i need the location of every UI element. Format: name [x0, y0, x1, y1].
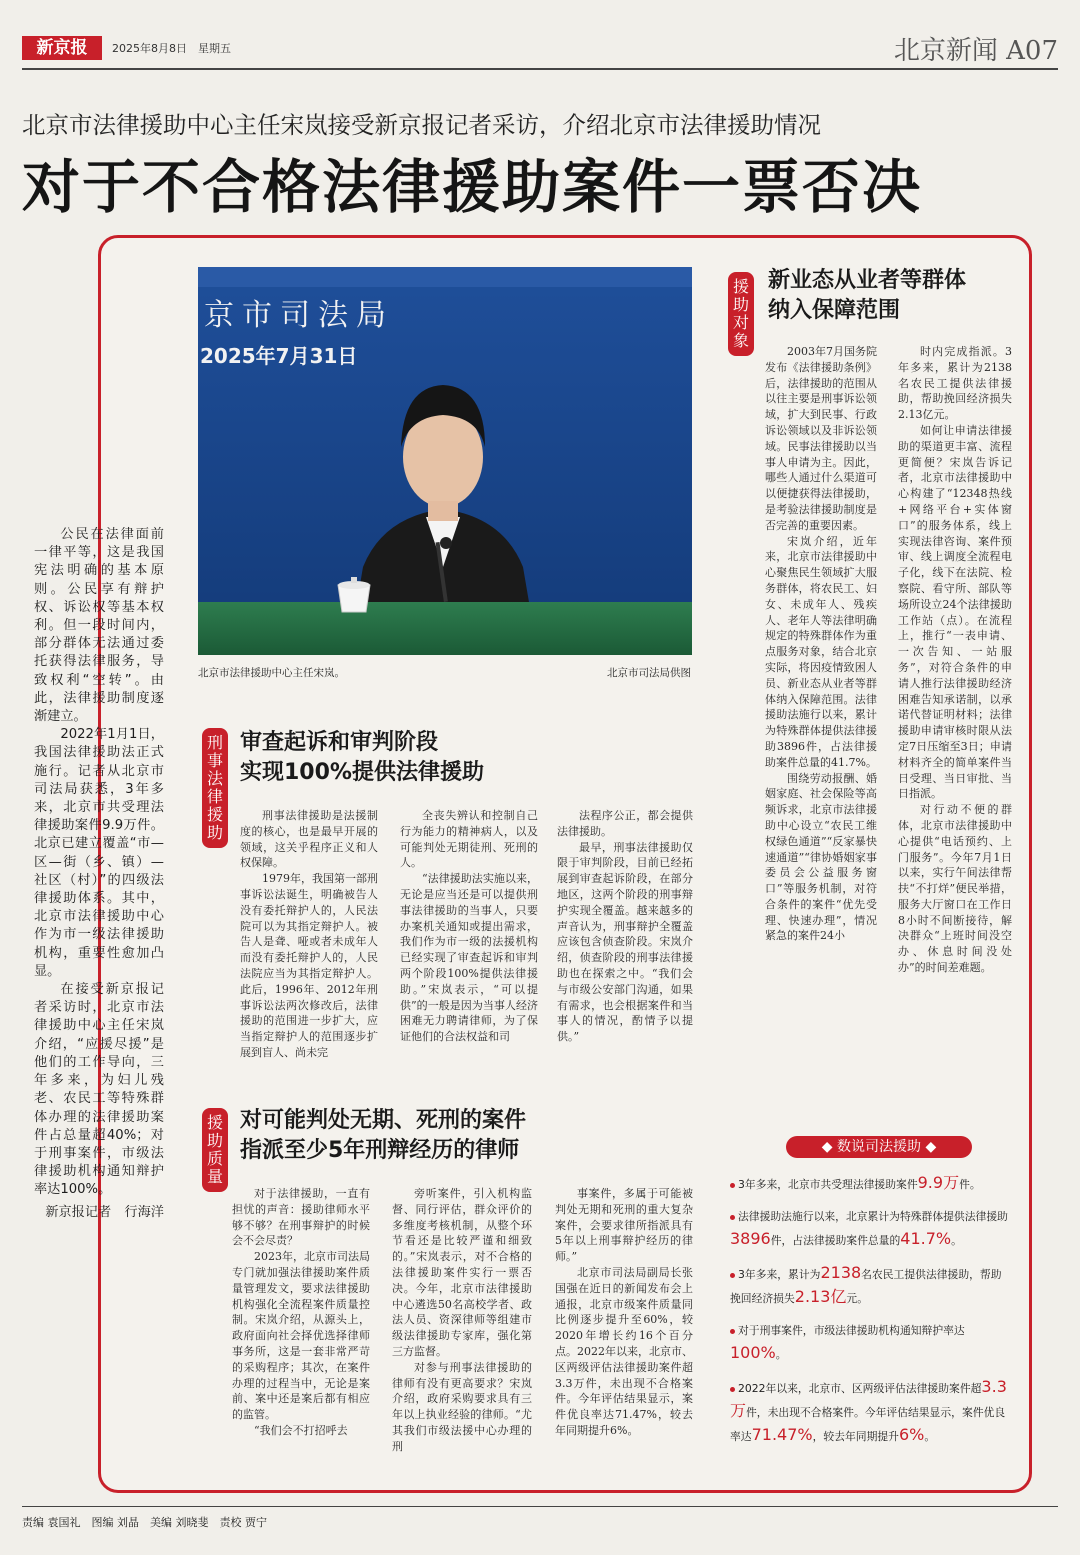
- bullet-icon: [730, 1273, 735, 1278]
- stat-number: 9.9: [917, 1173, 944, 1192]
- stat-text: 。: [924, 1430, 936, 1443]
- stat-text: 名农民工提供法律援助，帮助挽回经济损失: [730, 1268, 1002, 1305]
- stat-number: 2138: [820, 1263, 862, 1282]
- stat-number: 100%: [730, 1343, 776, 1362]
- stat-item: [730, 1262, 1012, 1310]
- bullet-icon: [730, 1329, 735, 1334]
- paragraph: 旁听案件，引入机构监督、同行评估，群众评价的多维度考核机制，从整个环节看还是比较严谨和细致的。”宋岚表示，对不合格的法律援助案件实行一票否决。今年，北京市法律援助中心遴选50名高校学者、政法人员、资深律师等组建市级法律援助专家库，强化第三方监督。: [392, 1187, 532, 1358]
- stat-text: 对于刑事案件，市级法律援助机构通知辩护率达: [738, 1324, 965, 1337]
- section-tag-targets: 援助对象: [728, 272, 754, 356]
- section-title-quality-line2: 指派至少5年刑辩经历的律师: [240, 1138, 520, 1163]
- stats-list: [730, 1172, 1012, 1458]
- bullet-icon: [730, 1215, 735, 1220]
- section-title-quality-line1: 对可能判处无期、死刑的案件: [240, 1108, 527, 1133]
- paragraph: 2023年，北京市司法局专门就加强法律援助案件质量管理发文，要求法律援助机构强化全流程案件质量控制。宋岚介绍，从源头上，政府面向社会择优选择律师事务所，这是一套非常严苛的采购程序；其次，在案件办理的过程当中，无论是案前、案中还是案后都有相应的监管。: [232, 1250, 370, 1422]
- stats-badge: ◆ 数说司法援助 ◆: [786, 1136, 972, 1158]
- stat-text: 2022年以来，北京市、区两级评估法律援助案件超: [738, 1382, 982, 1395]
- backdrop-text: 京市司法局: [204, 298, 394, 333]
- bullet-icon: [730, 1183, 735, 1188]
- page-section: 北京新闻 A07: [893, 36, 1058, 66]
- stat-text: 3年多来，累计为: [738, 1268, 821, 1281]
- paragraph: 2003年7月国务院发布《法律援助条例》后，法律援助的范围从以往主要是刑事诉讼领域，扩大到民事、行政诉讼领域以及非诉讼领域。民事法律援助以当事人申请为主。因此，哪些人通过什么渠道可以便捷获得法律援助，是考验法律援助制度是否完善的重要因素。: [765, 345, 877, 532]
- footer-rule: [22, 1506, 1058, 1507]
- photo-illustration: [198, 267, 692, 655]
- section-tag-criminal: 刑事法律援助: [202, 728, 228, 848]
- paragraph: 宋岚介绍，近年来，北京市法律援助中心聚焦民生领域扩大服务群体，将农民工、妇女、未成年人、残疾人、老年人等法律明确规定的特殊群体作为重点服务对象，结合北京实际，将因疫情致困人员、新业态从业者等群体纳入保障范围。法律援助法施行以来，累计为特殊群体提供法律援助3896件，占法律援助案件总量的41.7%。: [765, 534, 877, 769]
- paragraph: 对参与刑事法律援助的律师有没有更高要求？宋岚介绍，政府采购要求具有三年以上执业经验的律师。“尤其我们市级法援中心办理的刑: [392, 1360, 532, 1453]
- paragraph: 对行动不便的群体，北京市法律援助中心提供“电话预约、上门服务”。今年7月1日以来，实行午间法律帮扶“不打烊”便民举措，服务大厅窗口在工作日8小时不间断接待，解决群众“上班时间没空办、休息时间没处办”的时间差难题。: [898, 803, 1012, 975]
- criminal-column-2: [400, 808, 538, 1080]
- stat-item: [730, 1376, 1012, 1448]
- paragraph: 对于法律援助，一直有担忧的声音：援助律师水平够不够？在刑事辩护的时候会不会尽责？: [232, 1187, 370, 1248]
- paragraph: 围绕劳动报酬、婚姻家庭、社会保险等高频诉求，北京市法律援助中心设立“农民工维权绿色通道”“反家暴快速通道”“律协婚姻家事委员会公益服务窗口”等服务机制，对符合条件的案件“优先受理、快速办理”，情况紧急的案件24小: [765, 771, 877, 943]
- targets-column-1: [765, 344, 877, 1108]
- stat-text: ，较去年同期提升: [812, 1430, 899, 1443]
- stat-text: 法律援助法施行以来，北京累计为特殊群体提供法律援助: [738, 1210, 1008, 1223]
- news-photo: [198, 267, 692, 655]
- stat-text: 件，未出现不合格案件。今年评估结果显示，案件优良率达: [730, 1406, 1006, 1443]
- masthead-rule: [22, 68, 1058, 70]
- stat-item: [730, 1172, 1012, 1196]
- targets-column-2: [898, 344, 1012, 1108]
- stat-number: 6%: [898, 1425, 925, 1444]
- stat-item: [730, 1320, 1012, 1366]
- section-title-targets-line2: 纳入保障范围: [768, 298, 901, 323]
- stats-badge-label: 数说司法援助: [837, 1139, 921, 1155]
- paragraph: 1979年，我国第一部刑事诉讼法诞生，明确被告人没有委托辩护人的，人民法院可以为其指定辩护人。被告人是聋、哑或者未成年人而没有委托辩护人的，人民法院应当为其指定辩护人。此后，1996年、2012年刑事诉讼法两次修改后，法律援助的范围进一步扩大，应当指定辩护人的范围逐步扩展到盲人、尚未完: [240, 872, 378, 1059]
- lead-paragraph: 公民在法律面前一律平等，这是我国宪法明确的基本原则。公民享有辩护权、诉讼权等基本权利。但一段时间内，部分群体无法通过委托获得法律服务，导致权利“空转”。由此，法律援助制度逐渐建立。: [34, 527, 164, 725]
- paragraph: 法程序公正，都会提供法律援助。: [557, 809, 693, 838]
- main-headline: 对于不合格法律援助案件一票否决: [22, 153, 923, 221]
- paragraph: 刑事法律援助是法援制度的核心，也是最早开展的领域，这关乎程序正义和人权保障。: [240, 809, 378, 870]
- quality-column-1: [232, 1186, 370, 1476]
- paragraph: 如何让申请法律援助的渠道更丰富、流程更简便？宋岚告诉记者，北京市法律援助中心构建了“12348热线+网络平台+实体窗口”的服务体系，线上实现法律咨询、案件预审、线上调度全流程电子化，线下在法院、检察院、看守所、部队等场所设立24个法律援助工作站（点）。在流程上，推行“一表申请、一次告知、一站服务”，对符合条件的申请人推行法律援助经济困难告知承诺制，以承诺代替证明材料；法律援助申请审核时限从法定7日压缩至3日；申请材料齐全的简单案件当日受理、当日审批、当日指派。: [898, 423, 1012, 801]
- paragraph: 全丧失辨认和控制自己行为能力的精神病人，以及可能判处无期徒刑、死刑的人。: [400, 809, 538, 870]
- section-title-criminal-line2: 实现100%提供法律援助: [240, 760, 484, 785]
- newspaper-logo: 新京报: [22, 36, 102, 60]
- stat-number: 71.47%: [751, 1425, 813, 1444]
- stat-text: 。: [951, 1234, 962, 1247]
- paragraph: 北京市司法局副局长张国强在近日的新闻发布会上通报，北京市级案件质量同比例逐步提升至60%，较2020年增长约16个百分点。2022年以来，北京市、区两级评估法律援助案件超3.3万件，未出现不合格案件。今年评估结果显示，案件优良率达71.47%，较去年同期提升6%。: [555, 1265, 693, 1437]
- issue-date: 2025年8月8日 星期五: [112, 42, 231, 55]
- stat-text: 件。: [959, 1178, 981, 1191]
- photo-caption: 北京市法律援助中心主任宋岚。: [198, 667, 345, 679]
- paragraph: 事案件，多属于可能被判处无期和死刑的重大复杂案件，会要求律所指派具有5年以上刑事辩护经历的律师。”: [555, 1187, 693, 1264]
- backdrop-date: 2025年7月31日: [200, 344, 358, 368]
- photo-credit: 北京市司法局供图: [607, 667, 691, 679]
- byline: 新京报记者 行海洋: [45, 1204, 164, 1220]
- criminal-column-1: [240, 808, 378, 1080]
- stat-text: 3年多来，北京市共受理法律援助案件: [738, 1178, 918, 1191]
- paragraph: “法律援助法实施以来，无论是应当还是可以提供刑事法律援助的当事人，只要办案机关通知或提出需求，我们作为市一级的法援机构已经实现了审查起诉和审判两个阶段100%提供法律援助。”宋岚表示，“可以提供”的一般是因为当事人经济困难无力聘请律师，为了保证他们的合法权益和司: [400, 872, 538, 1044]
- stat-unit: 万: [943, 1173, 960, 1192]
- lead-column: [34, 526, 164, 1222]
- stat-number: 3.3万: [730, 1377, 1007, 1420]
- bullet-icon: [730, 1387, 735, 1392]
- stat-number: 3896: [730, 1229, 771, 1248]
- paragraph: “我们会不打招呼去: [254, 1423, 348, 1437]
- lead-paragraph: 2022年1月1日，我国法律援助法正式施行。记者从北京市司法局获悉，3年多来，北京市共受理法律援助案件9.9万件。北京已建立覆盖“市—区—街（乡、镇）—社区（村）”的四级法律援助体系。其中，北京市法律援助中心作为市一级法律援助机构，重要性愈加凸显。: [34, 727, 164, 979]
- section-title-targets-line1: 新业态从业者等群体: [768, 268, 967, 293]
- stat-number: 41.7%: [900, 1229, 952, 1248]
- editor-credits: 责编 袁国礼 图编 刘晶 美编 刘晓斐 责校 贾宁: [22, 1516, 267, 1529]
- stat-text: 元。: [846, 1292, 869, 1305]
- paragraph: 最早，刑事法律援助仅限于审判阶段，目前已经拓展到审查起诉阶段，在部分地区，这两个阶段的刑事辩护实现全覆盖。越来越多的声音认为，刑事辩护全覆盖应该包含侦查阶段。宋岚介绍，侦查阶段的刑事法律援助也在探索之中。“我们会与市级公安部门沟通，如果有需求，也会根据案件和当事人的情况，酌情予以提供。”: [557, 840, 693, 1044]
- stat-number: 2.13亿: [794, 1287, 847, 1306]
- sub-headline: 北京市法律援助中心主任宋岚接受新京报记者采访，介绍北京市法律援助情况: [22, 111, 821, 139]
- lead-paragraph: 在接受新京报记者采访时，北京市法律援助中心主任宋岚介绍，“应援尽援”是他们的工作导向，三年多来，为妇儿残老、农民工等特殊群体办理的法律援助案件占总量超40%；对于刑事案件，市级法律援助机构通知辩护率达100%。: [34, 982, 164, 1198]
- stat-text: 件，占法律援助案件总量的: [770, 1234, 901, 1247]
- quality-column-2: [392, 1186, 532, 1476]
- section-tag-quality: 援助质量: [202, 1108, 228, 1192]
- quality-column-3: [555, 1186, 693, 1476]
- criminal-column-3: [557, 808, 693, 1080]
- paragraph: 时内完成指派。3年多来，累计为2138名农民工提供法律援助，帮助挽回经济损失2.13亿元。: [898, 345, 1012, 422]
- section-title-criminal-line1: 审查起诉和审判阶段: [240, 730, 439, 755]
- stat-text: 。: [775, 1348, 787, 1361]
- stat-item: [730, 1206, 1012, 1252]
